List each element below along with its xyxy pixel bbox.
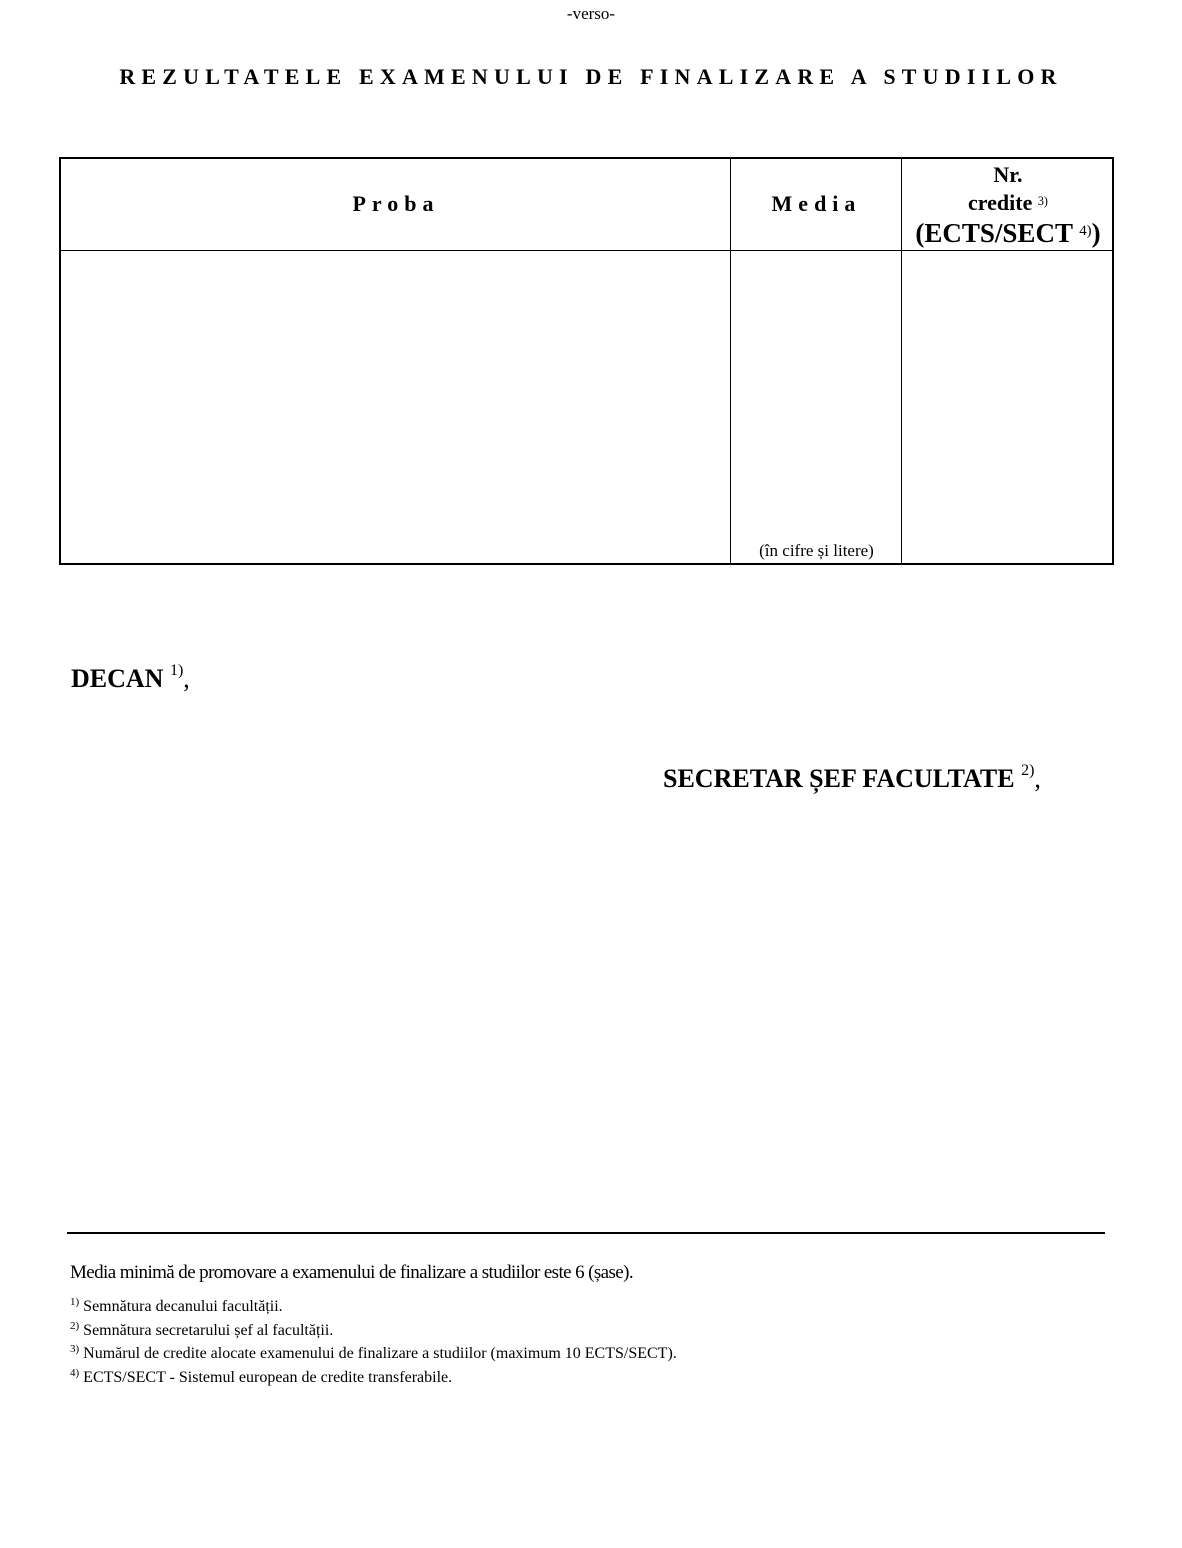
- footnote: [70, 1367, 677, 1391]
- decan-comma: ,: [183, 664, 190, 693]
- footnote-number: 1): [70, 1296, 80, 1308]
- header-divider: [61, 250, 1112, 251]
- footnote-ref-2: 2): [1021, 762, 1035, 779]
- column-header-proba: Proba: [352, 191, 440, 216]
- credits-header-line1: Nr.: [993, 162, 1023, 187]
- footnote: [70, 1296, 677, 1320]
- results-table: [59, 157, 1114, 565]
- footnote: [70, 1343, 677, 1367]
- secretar-signature-label: [663, 764, 1041, 794]
- media-note: (în cifre și litere): [759, 541, 874, 560]
- ects-close-paren: ): [1091, 218, 1101, 248]
- footnote-ref-4: 4): [1079, 223, 1092, 239]
- column-header-media: Media: [771, 191, 862, 216]
- page-title: REZULTATELE EXAMENULUI DE FINALIZARE A STUDIILOR: [119, 64, 1063, 89]
- footnote-text: Numărul de credite alocate examenului de finalizare a studiilor (maximum 10 ECTS/SECT).: [83, 1345, 677, 1362]
- credits-label: credite: [968, 190, 1033, 215]
- footnote-ref-3: 3): [1037, 194, 1048, 208]
- footnote-text: ECTS/SECT - Sistemul european de credite transferabile.: [83, 1368, 453, 1386]
- footnote-number: 2): [70, 1319, 80, 1332]
- decan-label: DECAN: [71, 664, 164, 693]
- footnotes: [70, 1296, 677, 1390]
- credits-header-line2: [902, 189, 1114, 217]
- column-header-credits: [902, 161, 1114, 249]
- secretar-label: SECRETAR ȘEF FACULTATE: [663, 764, 1015, 793]
- footer-divider: [67, 1232, 1105, 1234]
- footnote-ref-1: 1): [169, 662, 184, 679]
- secretar-comma: ,: [1034, 764, 1041, 793]
- footnote-number: 3): [70, 1343, 80, 1355]
- decan-signature-label: [71, 664, 190, 694]
- minimum-grade-note: Media minimă de promovare a examenului de finalizare a studiilor este 6 (șase).: [70, 1262, 634, 1283]
- footnote-text: Semnătura decanului facultății.: [83, 1298, 283, 1315]
- ects-label: (ECTS/SECT: [915, 218, 1073, 248]
- column-divider: [730, 159, 731, 563]
- footnote-text: Semnătura secretarului șef al facultății.: [83, 1321, 334, 1339]
- page-side-label: -verso-: [566, 4, 616, 23]
- credits-header-line3: [902, 217, 1114, 249]
- footnote: [70, 1320, 677, 1344]
- footnote-number: 4): [70, 1366, 80, 1379]
